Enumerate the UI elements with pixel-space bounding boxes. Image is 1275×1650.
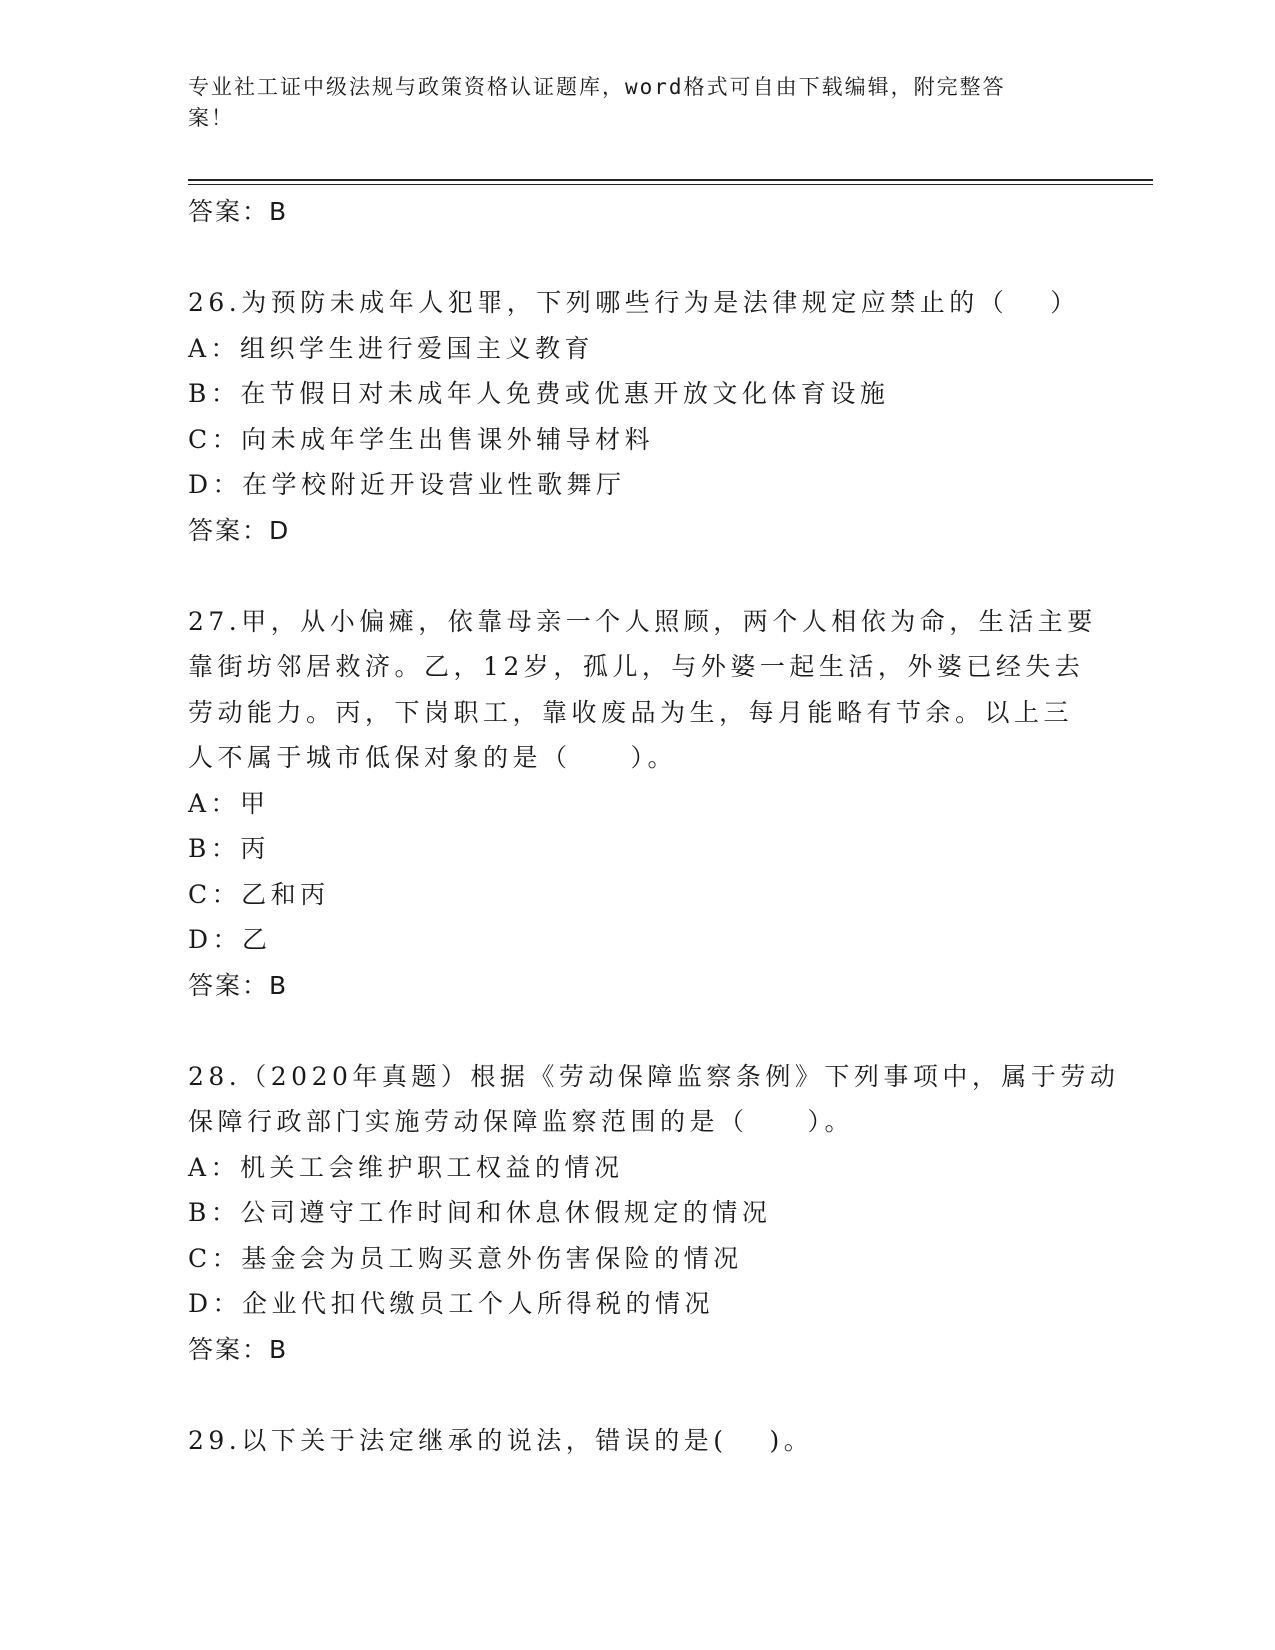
answer-q27: 答案：B xyxy=(188,970,289,1000)
question-26-option-d: D：在学校附近开设营业性歌舞厅 xyxy=(188,470,626,499)
header-rule-thick xyxy=(188,179,1153,181)
question-28-option-b: B：公司遵守工作时间和休息休假规定的情况 xyxy=(188,1198,772,1227)
question-26-option-b: B：在节假日对未成年人免费或优惠开放文化体育设施 xyxy=(188,379,890,408)
question-26-option-c: C：向未成年学生出售课外辅导材料 xyxy=(188,424,655,454)
question-27-stem-line-1: 27.甲，从小偏瘫，依靠母亲一个人照顾，两个人相依为命，生活主要 xyxy=(188,606,1097,636)
spacer xyxy=(188,235,1153,281)
answer-q26: 答案：D xyxy=(188,515,291,545)
question-27 xyxy=(188,599,1153,1009)
question-26-stem: 26.为预防未成年人犯罪，下列哪些行为是法律规定应禁止的（ ） xyxy=(188,288,1080,317)
question-28-option-d: D：企业代扣代缴员工个人所得税的情况 xyxy=(188,1289,715,1318)
question-26-option-a: A：组织学生进行爱国主义教育 xyxy=(188,333,595,363)
question-27-option-d: D：乙 xyxy=(188,925,272,954)
spacer xyxy=(188,553,1153,599)
question-28 xyxy=(188,1054,1153,1373)
document-header xyxy=(188,72,1068,134)
question-27-option-a: A：甲 xyxy=(188,788,270,818)
spacer xyxy=(188,1372,1153,1418)
header-line-1: 专业社工证中级法规与政策资格认证题库，word格式可自由下载编辑，附完整答 xyxy=(188,75,1006,99)
header-line-2: 案！ xyxy=(188,106,234,130)
question-27-stem-line-3: 劳动能力。丙，下岗职工，靠收废品为生，每月能略有节余。以上三 xyxy=(188,697,1074,727)
question-29-stem: 29.以下关于法定继承的说法，错误的是( )。 xyxy=(188,1425,814,1455)
question-27-stem-line-4: 人不属于城市低保对象的是（ ）。 xyxy=(188,743,678,772)
question-26 xyxy=(188,280,1153,553)
question-28-option-c: C：基金会为员工购买意外伤害保险的情况 xyxy=(188,1243,743,1273)
spacer xyxy=(188,1008,1153,1054)
question-29 xyxy=(188,1418,1153,1464)
answer-q28: 答案：B xyxy=(188,1334,289,1364)
question-27-option-c: C：乙和丙 xyxy=(188,879,330,909)
question-28-option-a: A：机关工会维护职工权益的情况 xyxy=(188,1152,624,1182)
answer-q25: 答案：B xyxy=(188,197,289,226)
question-27-stem-line-2: 靠街坊邻居救济。乙，12岁，孤儿，与外婆一起生活，外婆已经失去 xyxy=(188,652,1085,681)
header-rule-thin xyxy=(188,184,1153,185)
question-27-option-b: B：丙 xyxy=(188,834,270,863)
question-content xyxy=(188,189,1153,1463)
question-28-stem-line-2: 保障行政部门实施劳动保障监察范围的是（ ）。 xyxy=(188,1107,855,1136)
question-28-stem-line-1: 28.（2020年真题）根据《劳动保障监察条例》下列事项中，属于劳动 xyxy=(188,1061,1120,1091)
